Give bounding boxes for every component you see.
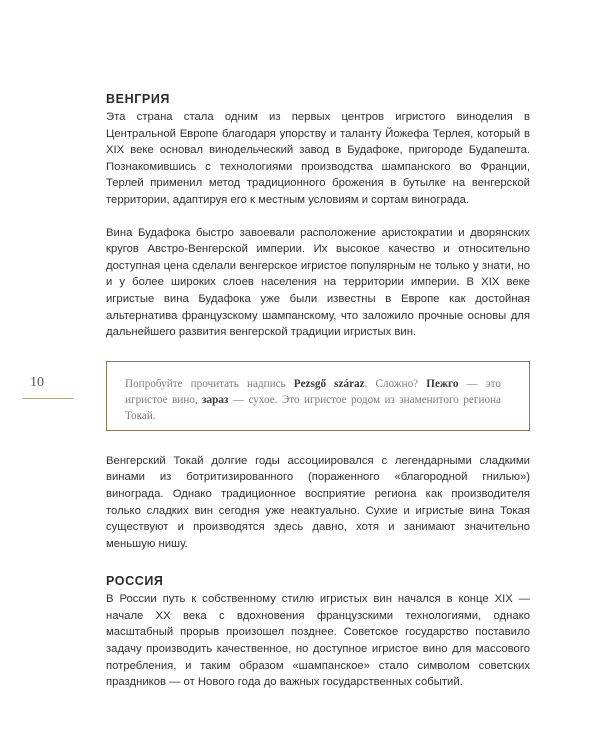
page-number: 10 bbox=[30, 375, 44, 390]
callout-text-part: Попробуйте прочитать надпись bbox=[125, 377, 294, 390]
callout-box bbox=[106, 361, 530, 431]
paragraph: Эта страна стала одним из первых центров игристого виноделия в Центральной Европе благодаря упорству и таланту Йожефа Терлея, который в XIX веке основал винодельческий завод в Будафоке, пригороде Будапешта. Познакомившись с технологиями производства шампанского во Франции, Терлей применил метод традиционного брожения в бутылке на венгерской территории, адаптируя его к местным условиям и сортам винограда. bbox=[106, 111, 530, 206]
page-number-rule bbox=[22, 398, 74, 399]
section-hungary bbox=[106, 92, 530, 552]
section-heading-hungary: ВЕНГРИЯ bbox=[106, 92, 170, 106]
callout-text-part: — сухое. Это игристое родом из знаменитого региона Токай. bbox=[125, 393, 501, 422]
callout-term: Пежго bbox=[426, 377, 459, 390]
callout-text-part: . Сложно? bbox=[364, 377, 427, 390]
paragraph: Венгерский Токай долгие годы ассоциировался с легендарными сладкими винами из ботритизированного (пораженного «благородной гнилью») винограда. Однако традиционное восприятие региона как производителя только сладких вин сегодня уже неактуально. Сухие и игристые вина Токая существуют и производятся здесь давно, хотя и занимают значительно меньшую нишу. bbox=[106, 454, 530, 550]
page-content bbox=[106, 92, 530, 707]
section-heading-russia: РОССИЯ bbox=[106, 574, 164, 589]
paragraph: В России путь к собственному стилю игристых вин начался в конце XIX — начале XX века с вдохновения французскими технологиями, однако масштабный прорыв произошел позднее. Советское государство поставило задачу производить качественное, но доступное игристое вино для массового потребления, и таким образом «шампанское» стало символом советских праздников — от Нового года до важных государственных событий. bbox=[106, 593, 530, 689]
callout-term: Pezsgő száraz bbox=[293, 377, 365, 390]
section-russia bbox=[106, 574, 530, 691]
callout-text bbox=[125, 376, 501, 424]
paragraph: Вина Будафока быстро завоевали расположение аристократии и дворянских кругов Австро-Венгерской империи. Их высокое качество и относительно доступная цена сделали венгерское игристое популярным не только у знати, но и у более широких слоев населения на территории империи. В XIX веке игристые вина Будафока уже были известны в Европе как достойная альтернатива французскому шампанскому, что заложило прочные основы для дальнейшего развития венгерской традиции игристых вин. bbox=[106, 226, 530, 339]
callout-text-part: — это игристое вино, bbox=[125, 377, 501, 406]
callout-term: зараз bbox=[202, 393, 229, 406]
